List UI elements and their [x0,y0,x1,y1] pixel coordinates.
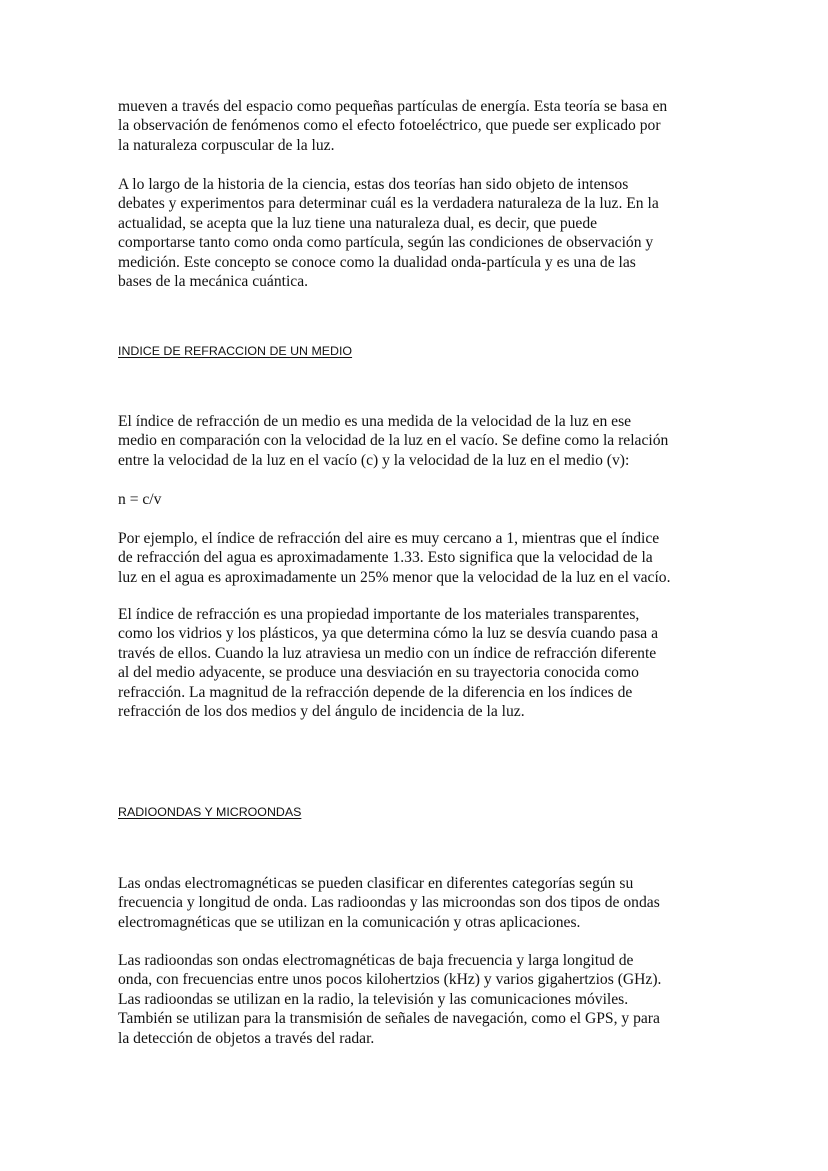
paragraph-refraction-definition [118,412,718,470]
paragraph-line: El índice de refracción de un medio es una medida de la velocidad de la luz en ese [118,413,632,430]
paragraph-line: Las radioondas se utilizan en la radio, la televisión y las comunicaciones móviles. [118,990,629,1008]
paragraph-line: Las ondas electromagnéticas se pueden clasificar en diferentes categorías según su [118,875,634,892]
paragraph-refraction-example [118,529,718,587]
paragraph-line: frecuencia y longitud de onda. Las radioondas y las microondas son dos tipos de ondas [118,894,660,912]
paragraph-line: A lo largo de la historia de la ciencia, estas dos teorías han sido objeto de intensos [118,176,629,193]
paragraph-line: electromagnéticas que se utilizan en la comunicación y otras aplicaciones. [118,913,581,931]
paragraph-corpuscular-theory [118,97,718,155]
paragraph-line: al del medio adyacente, se produce una desviación en su trayectoria conocida como [118,664,639,682]
paragraph-line: comportarse tanto como onda como partícula, según las condiciones de observación y [118,234,654,252]
section-heading-radio-waves: RADIOONDAS Y MICROONDAS [118,805,302,819]
paragraph-line: medición. Este concepto se conoce como la dualidad onda-partícula y es una de las [118,253,636,271]
paragraph-line: actualidad, se acepta que la luz tiene una naturaleza dual, es decir, que puede [118,214,598,232]
paragraph-dual-nature [118,175,718,291]
paragraph-line: Por ejemplo, el índice de refracción del aire es muy cercano a 1, mientras que el índice [118,530,660,547]
paragraph-line: medio en comparación con la velocidad de la luz en el vacío. Se define como la relación [118,432,669,450]
paragraph-line: través de ellos. Cuando la luz atraviesa un medio con un índice de refracción diferente [118,644,657,662]
paragraph-line: la naturaleza corpuscular de la luz. [118,136,335,154]
paragraph-line: onda, con frecuencias entre unos pocos kilohertzios (kHz) y varios gigahertzios (GHz). [118,971,662,989]
formula-text: n = c/v [118,491,162,508]
paragraph-line: entre la velocidad de la luz en el vacío (c) y la velocidad de la luz en el medio (v): [118,451,630,469]
paragraph-wave-classification [118,874,718,932]
section-heading-refraction: INDICE DE REFRACCION DE UN MEDIO [118,344,353,358]
paragraph-line: mueven a través del espacio como pequeñas partículas de energía. Esta teoría se basa en [118,98,668,115]
paragraph-line: refracción de los dos medios y del ángulo de incidencia de la luz. [118,703,525,721]
paragraph-radio-waves [118,951,718,1048]
paragraph-refraction-importance [118,605,718,721]
paragraph-line: luz en el agua es aproximadamente un 25% menor que la velocidad de la luz en el vacío. [118,568,671,586]
paragraph-line: Las radioondas son ondas electromagnéticas de baja frecuencia y larga longitud de [118,952,634,969]
paragraph-line: como los vidrios y los plásticos, ya que determina cómo la luz se desvía cuando pasa a [118,625,659,643]
formula [118,490,718,509]
paragraph-line: la observación de fenómenos como el efecto fotoeléctrico, que puede ser explicado por [118,117,661,135]
paragraph-line: bases de la mecánica cuántica. [118,273,309,291]
paragraph-line: refracción. La magnitud de la refracción depende de la diferencia en los índices de [118,683,633,701]
paragraph-line: También se utilizan para la transmisión de señales de navegación, como el GPS, y para [118,1010,660,1028]
paragraph-line: El índice de refracción es una propiedad importante de los materiales transparentes, [118,606,640,623]
paragraph-line: la detección de objetos a través del radar. [118,1029,375,1047]
paragraph-line: debates y experimentos para determinar cuál es la verdadera naturaleza de la luz. En la [118,195,659,213]
paragraph-line: de refracción del agua es aproximadamente 1.33. Esto significa que la velocidad de la [118,549,653,567]
